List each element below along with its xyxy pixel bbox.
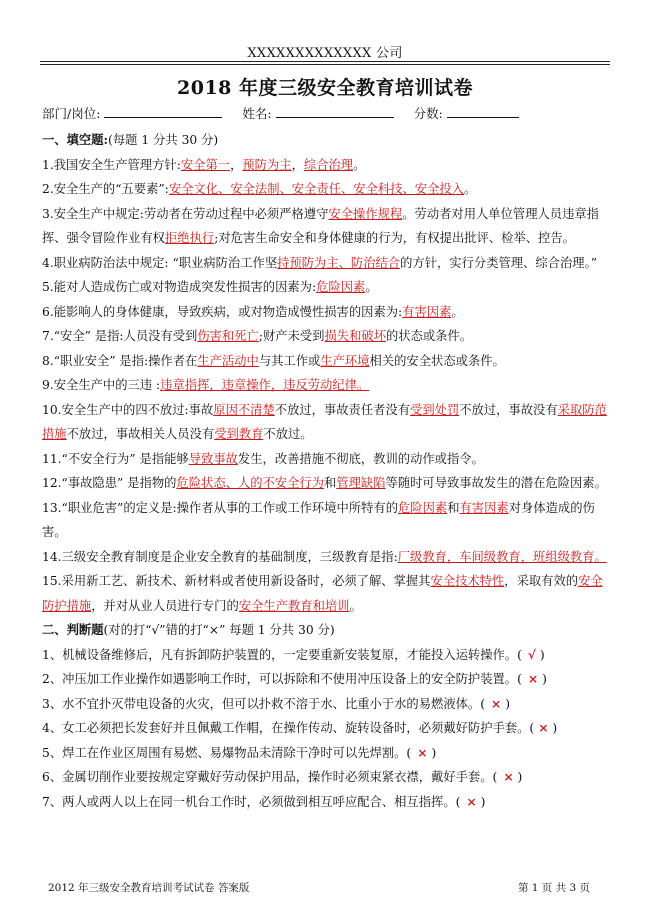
- score-field: [447, 105, 519, 118]
- question-8: [42, 349, 614, 374]
- section2-note: (对的打“√”错的打“×” 每题 1 分共 30 分): [103, 623, 335, 637]
- judge-mark: ×: [538, 720, 549, 735]
- judge-item: [42, 741, 614, 766]
- q3-text-2: 。劳动者对用人单位管理人员违章指挥、强令冒险作业有权: [42, 206, 599, 245]
- judge-item: [42, 643, 614, 668]
- q8-answer-2: 生产环境: [320, 353, 370, 368]
- q11-text: 11.“不安全行为” 是指能够: [42, 451, 189, 466]
- q9-answer: 违章指挥，违章操作，违反劳动纪律。: [160, 378, 370, 392]
- question-14: [42, 545, 614, 570]
- judge-text: 5、焊工在作业区周围有易燃、易爆物品未清除干净时可以先焊割。(: [42, 745, 412, 760]
- judge-close: ): [538, 672, 547, 686]
- q6-end: 。: [451, 304, 464, 319]
- dept-label: 部门/岗位:: [42, 106, 101, 121]
- q13-answer-1: 危险因素: [398, 500, 448, 515]
- q8-text-2: 与其工作或: [258, 353, 321, 368]
- q10-text-3: 不放过，事故没有: [459, 402, 558, 417]
- q10-end: 不放过。: [263, 427, 313, 441]
- q4-text: 4.职业病防治法中规定: “职业病防治工作坚: [42, 255, 278, 270]
- q1-answer-3: 综合治理: [303, 157, 354, 172]
- q13-text-2: 和: [447, 500, 460, 515]
- q2-text: 2.安全生产的“五要素”:: [42, 182, 169, 196]
- q15-text: 15.采用新工艺、新技术、新材料或者使用新设备时，必须了解、掌握其: [42, 574, 431, 588]
- question-7: [42, 324, 614, 349]
- q12-text: 12.“事故隐患” 是指物的: [42, 476, 177, 490]
- judge-close: ): [536, 647, 545, 662]
- q15-answer-1: 安全技术特性: [430, 574, 505, 588]
- footer-title: 2012 年三级安全教育培训考试试卷 答案版: [48, 882, 250, 894]
- q8-answer-1: 生产活动中: [197, 353, 259, 368]
- q10-text: 10.安全生产中的四不放过:事故: [42, 402, 214, 417]
- judge-item: [42, 692, 614, 717]
- question-12: [42, 471, 614, 496]
- q2-end: 。: [463, 182, 477, 196]
- judge-text: 2、冲压加工作业操作如遇影响工作时，可以拆除和不使用冲压设备上的安全防护装置。(: [42, 672, 522, 686]
- q10-answer-2: 受到处罚: [410, 402, 460, 417]
- judge-mark: √: [527, 646, 536, 662]
- section2-title: 二、判断题: [42, 622, 104, 637]
- q15-text-2: ，采取有效的: [504, 574, 579, 588]
- judge-item: [42, 790, 614, 815]
- section2-heading: [42, 618, 614, 643]
- dept-field: [104, 105, 222, 118]
- question-1: [42, 153, 614, 178]
- q13-answer-2: 有害因素: [459, 500, 509, 515]
- judge-item: [42, 765, 614, 790]
- q12-answer-2: 管理缺陷: [336, 476, 386, 490]
- q12-answer-1: 危险状态、人的不安全行为: [176, 476, 324, 490]
- question-11: [42, 447, 614, 472]
- question-6: [42, 300, 614, 325]
- judge-close: ): [501, 696, 511, 711]
- q2-answer: 安全文化、安全法制、安全责任、安全科技、安全投入: [168, 182, 464, 196]
- page-number: 第 1 页 共 3 页: [517, 882, 590, 894]
- q3-text-3: ;对危害生命安全和身体健康的行为，有权提出批评、检举、控告。: [214, 231, 575, 245]
- q7-text-2: ;财产未受到: [258, 329, 325, 343]
- q3-answer-1: 安全操作规程: [328, 206, 403, 221]
- q12-text-2: 和: [324, 476, 337, 490]
- judge-mark: ×: [503, 769, 514, 784]
- q12-text-3: 等随时可导致事故发生的潜在危险因素。: [385, 476, 607, 490]
- judge-close: ): [513, 770, 523, 784]
- judge-item: [42, 716, 614, 741]
- q10-text-4: 不放过，事故相关人员没有: [66, 427, 215, 441]
- question-2: [42, 177, 614, 202]
- judge-text: 4、女工必须把长发套好并且佩戴工作帽，在操作传动、旋转设备时，必须戴好防护手套。(: [42, 721, 535, 735]
- judge-mark: ×: [527, 671, 539, 686]
- q15-answer-3: 安全生产教育和培训: [238, 598, 350, 613]
- q1-sep-1: ，: [230, 157, 243, 172]
- name-field: [276, 105, 394, 118]
- q7-answer-2: 损失和破坏: [324, 329, 386, 343]
- q11-answer: 导致事故: [188, 451, 238, 466]
- q8-text: 8.“职业安全” 是指:操作者在: [42, 353, 198, 368]
- q1-text: 1.我国安全生产管理方针:: [42, 157, 181, 172]
- q10-text-2: 不放过，事故责任者没有: [274, 402, 411, 417]
- q10-answer-3: 采取防范措施: [42, 402, 607, 441]
- company-header: XXXXXXXXXXXXX 公司: [247, 46, 403, 61]
- q8-text-3: 相关的安全状态或条件。: [369, 353, 505, 368]
- q7-text-3: 的状态或条件。: [385, 329, 473, 343]
- q1-answer-2: 预防为主: [242, 157, 292, 172]
- judge-mark: ×: [491, 695, 502, 711]
- q5-end: 。: [365, 280, 378, 294]
- exam-info-row: [42, 104, 519, 122]
- question-4: [42, 251, 614, 276]
- q3-text: 3.安全生产中规定:劳动者在劳动过程中必须严格遵守: [42, 206, 329, 221]
- q15-text-3: ，并对从业人员进行专门的: [91, 598, 239, 613]
- judge-text: 7、两人或两人以上在同一机台工作时，必须做到相互呼应配合、相互指挥。(: [42, 794, 461, 809]
- judge-text: 3、水不宜扑灭带电设备的火灾，但可以扑救不溶于水、比重小于水的易燃液体。(: [42, 696, 486, 711]
- judge-close: ): [476, 794, 486, 809]
- judge-text: 1、机械设备维修后，凡有拆卸防护装置的，一定要重新安装复原，才能投入运转操作。(: [42, 647, 522, 662]
- question-10: [42, 398, 614, 447]
- q7-answer-1: 伤害和死亡: [197, 329, 259, 343]
- judge-mark: ×: [417, 744, 428, 760]
- q4-answer: 持预防为主、防治结合: [277, 255, 401, 270]
- question-13: [42, 496, 614, 545]
- judge-close: ): [548, 721, 558, 735]
- section1-note: (每题 1 分共 30 分): [108, 133, 219, 147]
- q5-text: 5.能对人造成伤亡或对物造成突发性损害的因素为:: [42, 280, 317, 294]
- q13-text-3: 对身体造成的伤害。: [42, 500, 595, 539]
- judge-text: 6、金属切削作业要按规定穿戴好劳动保护用品，操作时必须束紧衣襟，戴好手套。(: [42, 770, 498, 784]
- q15-answer-2: 安全防护措施: [42, 574, 603, 613]
- q10-answer-4: 受到教育: [214, 427, 264, 441]
- question-15: [42, 569, 614, 618]
- q13-text: 13.“职业危害”的定义是:操作者从事的工作或工作环境中所特有的: [42, 500, 398, 515]
- judge-mark: ×: [466, 793, 477, 809]
- q1-end: 。: [353, 157, 366, 172]
- section1-title: 一、填空题:: [42, 132, 109, 147]
- header-divider: [40, 61, 610, 62]
- question-5: [42, 275, 614, 300]
- q9-text: 9.安全生产中的三违 :: [42, 378, 161, 392]
- section1-heading: [42, 128, 614, 153]
- q7-text: 7.“安全” 是指:人员没有受到: [42, 329, 198, 343]
- exam-title: 2018 年度三级安全教育培训试卷: [177, 77, 473, 99]
- q15-end: 。: [349, 598, 362, 613]
- q4-text-2: 的方针，实行分类管理、综合治理。”: [400, 255, 597, 270]
- q6-text: 6.能影响人的身体健康，导致疾病，或对物造成慢性损害的因素为:: [42, 304, 403, 319]
- q11-text-2: 发生，改善措施不彻底，教训的动作或指令。: [237, 451, 484, 466]
- name-label: 姓名:: [242, 106, 272, 121]
- q3-answer-2: 拒绝执行: [164, 231, 215, 245]
- q5-answer: 危险因素: [316, 280, 366, 294]
- question-3: [42, 202, 614, 251]
- q10-answer-1: 原因不清楚: [213, 402, 275, 417]
- score-label: 分数:: [413, 106, 443, 121]
- exam-content: [42, 128, 614, 814]
- judge-close: ): [427, 745, 437, 760]
- q14-text: 14.三级安全教育制度是企业安全教育的基础制度，三级教育是指:: [42, 549, 398, 564]
- q1-sep-2: ，: [291, 157, 304, 172]
- q6-answer: 有害因素: [402, 304, 452, 319]
- header-divider-second: [40, 64, 610, 65]
- judge-item: [42, 667, 614, 692]
- question-9: [42, 373, 614, 398]
- q14-answer: 厂级教育，车间级教育，班组级教育。: [397, 549, 607, 564]
- q1-answer-1: 安全第一: [180, 157, 231, 172]
